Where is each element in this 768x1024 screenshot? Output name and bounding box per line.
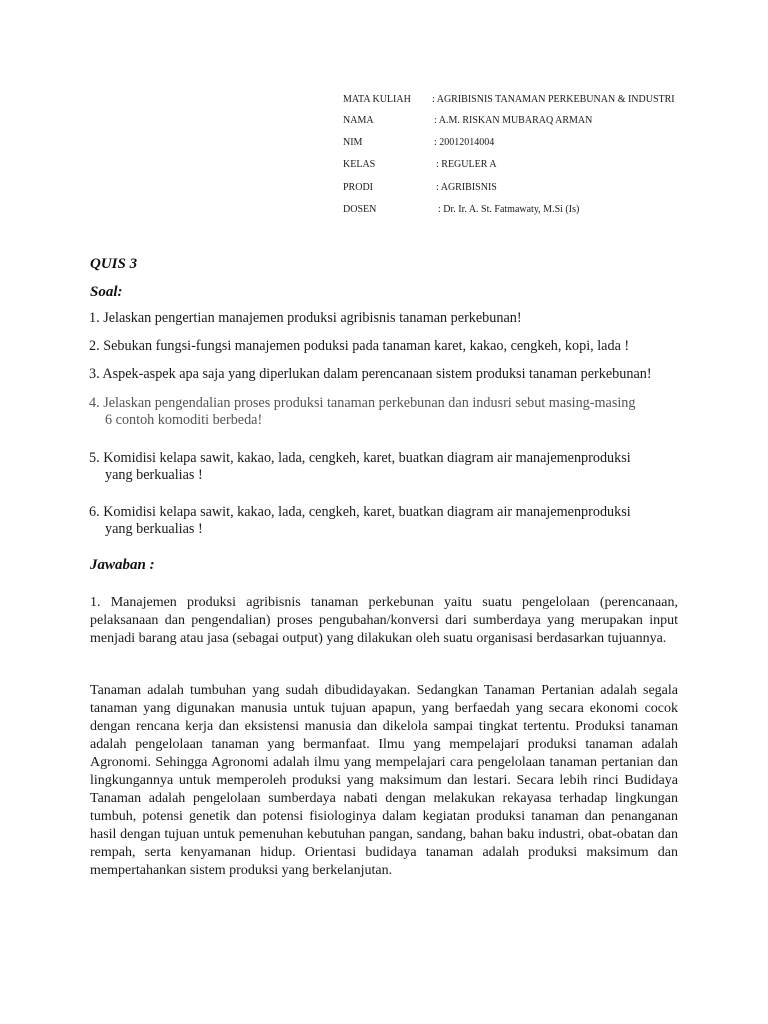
question-item <box>89 504 631 538</box>
question-item <box>89 366 652 383</box>
question-text: 5. Komidisi kelapa sawit, kakao, lada, cengkeh, karet, buatkan diagram air manajemenproduksi <box>89 450 631 466</box>
info-label: MATA KULIAH <box>343 94 411 105</box>
answer-paragraph: 1. Manajemen produksi agribisnis tanaman perkebunan yaitu suatu pengelolaan (perencanaan, pelaksanaan dan pengendalian) proses pengubahan/konversi dari sumberdaya yang merupakan input menjadi barang atau jasa (sebagai output) yang dilakukan oleh suatu organisasi berdasarkan tujuannya. <box>90 595 678 646</box>
question-text: 4. Jelaskan pengendalian proses produksi tanaman perkebunan dan indusri sebut masing-masing <box>89 395 636 411</box>
info-value: : A.M. RISKAN MUBARAQ ARMAN <box>434 115 593 126</box>
question-text-continued: yang berkualias ! <box>105 467 203 483</box>
info-label: PRODI <box>343 182 374 193</box>
question-item <box>89 338 629 355</box>
jawaban-heading: Jawaban : <box>90 557 155 573</box>
question-text: 1. Jelaskan pengertian manajemen produksi agribisnis tanaman perkebunan! <box>89 310 522 326</box>
info-label: KELAS <box>343 159 376 170</box>
info-label: NIM <box>343 137 363 148</box>
info-value: : REGULER A <box>436 159 497 170</box>
question-text: 6. Komidisi kelapa sawit, kakao, lada, cengkeh, karet, buatkan diagram air manajemenproduksi <box>89 504 631 520</box>
info-value: : AGRIBISNIS <box>436 182 497 193</box>
question-text-continued: 6 contoh komoditi berbeda! <box>105 412 263 428</box>
question-text: 3. Aspek-aspek apa saja yang diperlukan dalam perencanaan sistem produksi tanaman perkebunan! <box>89 366 652 382</box>
question-text-continued: yang berkualias ! <box>105 521 203 537</box>
quiz-title: QUIS 3 <box>90 256 138 272</box>
question-item <box>89 310 522 327</box>
question-item <box>89 450 631 484</box>
info-label: DOSEN <box>343 204 377 215</box>
info-value: : AGRIBISNIS TANAMAN PERKEBUNAN & INDUSTRI <box>432 94 675 105</box>
question-item <box>89 395 635 429</box>
question-text: 2. Sebukan fungsi-fungsi manajemen poduksi pada tanaman karet, kakao, cengkeh, kopi, lada ! <box>89 338 630 354</box>
answer-paragraph: Tanaman adalah tumbuhan yang sudah dibudidayakan. Sedangkan Tanaman Pertanian adalah segala tanaman yang digunakan manusia untuk tujuan apapun, yang berfaedah yang secara ekonomi cocok dengan rencana kerja dan eksistensi manusia dan dikelola sampai tingkat tertentu. Produksi tanaman adalah pengelolaan tanaman yang bermanfaat. Ilmu yang mempelajari produksi tanaman adalah Agronomi. Sehingga Agronomi adalah ilmu yang mempelajari cara pengelolaan tanaman pertanian dan lingkungannya untuk memperoleh produksi yang maksimum dan lestari. Secara lebih rinci Budidaya Tanaman adalah pengelolaan sumberdaya nabati dengan melakukan rekayasa terhadap lingkungan tumbuh, potensi genetik dan potensi fisiologinya dalam kegiatan produksi tanaman dan penanganan hasil dengan tujuan untuk pemenuhan kebutuhan pangan, sandang, bahan baku industri, obat-obatan dan rempah, serta kenyamanan hidup. Orientasi budidaya tanaman adalah produksi maksimum dan mempertahankan sistem produksi yang berkelanjutan. <box>90 683 678 878</box>
info-label: NAMA <box>343 115 374 126</box>
info-value: : Dr. Ir. A. St. Fatmawaty, M.Si (Is) <box>438 204 580 215</box>
info-value: : 20012014004 <box>434 137 495 148</box>
soal-heading: Soal: <box>90 284 123 300</box>
